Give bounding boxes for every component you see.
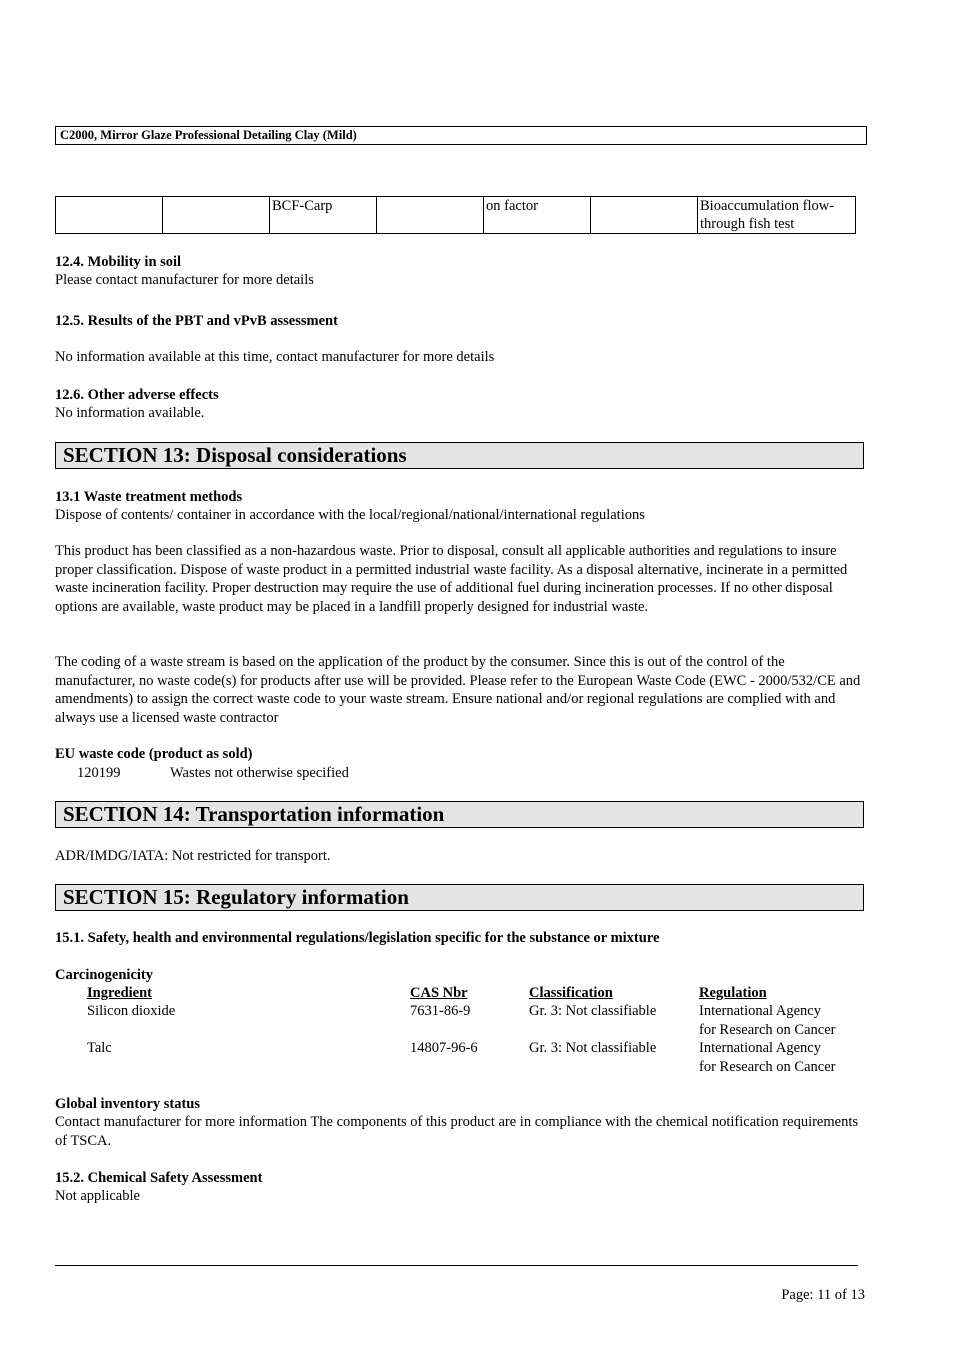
- column-header-ingredient: Ingredient: [87, 985, 152, 1001]
- text-13-1: Dispose of contents/ container in accordance with the local/regional/national/international regulations: [55, 507, 645, 523]
- product-title-header: C2000, Mirror Glaze Professional Detailing Clay (Mild): [55, 126, 867, 145]
- column-header-classification: Classification: [529, 985, 613, 1001]
- classification: Gr. 3: Not classifiable: [529, 1040, 657, 1056]
- table-cell: [56, 197, 163, 234]
- table-cell: BCF-Carp: [270, 197, 377, 234]
- eu-waste-code-value: 120199: [77, 765, 121, 781]
- text-12-6: No information available.: [55, 405, 205, 421]
- heading-12-5: 12.5. Results of the PBT and vPvB assessment: [55, 313, 338, 329]
- regulation-line-2: for Research on Cancer: [699, 1022, 836, 1038]
- heading-12-6: 12.6. Other adverse effects: [55, 387, 219, 403]
- cas-number: 7631-86-9: [410, 1003, 471, 1019]
- ingredient-name: Silicon dioxide: [87, 1003, 176, 1019]
- eu-waste-code-description: Wastes not otherwise specified: [170, 765, 349, 781]
- regulation-line-1: International Agency: [699, 1040, 821, 1056]
- ingredient-name: Talc: [87, 1040, 112, 1056]
- regulation-line-2: for Research on Cancer: [699, 1059, 836, 1075]
- carcinogenicity-heading: Carcinogenicity: [55, 967, 153, 983]
- table-cell: on factor: [484, 197, 591, 234]
- heading-12-4: 12.4. Mobility in soil: [55, 254, 182, 270]
- global-inventory-text: Contact manufacturer for more information The components of this product are in compliance with the chemical notification requirements of TSCA.: [55, 1114, 859, 1149]
- table-row: [56, 197, 856, 234]
- section-14-title: SECTION 14: Transportation information: [55, 801, 864, 828]
- regulation-line-1: International Agency: [699, 1003, 821, 1019]
- cas-number: 14807-96-6: [410, 1040, 478, 1056]
- paragraph-waste-coding: The coding of a waste stream is based on the application of the product by the consumer. Since this is out of the control of the manufacturer, no waste code(s) for products after use will be provided. Please refer to the European Waste Code (EWC - 2000/532/CE and amendments) to assign the correct waste code to your waste stream. Ensure national and/or regional regulations are complied with and always use a licensed waste contractor: [55, 654, 861, 726]
- classification: Gr. 3: Not classifiable: [529, 1003, 657, 1019]
- column-header-cas: CAS Nbr: [410, 985, 468, 1001]
- text-12-4: Please contact manufacturer for more details: [55, 272, 314, 288]
- heading-15-2: 15.2. Chemical Safety Assessment: [55, 1170, 263, 1186]
- section-15-title: SECTION 15: Regulatory information: [55, 884, 864, 911]
- table-cell: [163, 197, 270, 234]
- eu-waste-code-heading: EU waste code (product as sold): [55, 746, 253, 762]
- table-cell: [377, 197, 484, 234]
- bioaccumulation-table: [55, 196, 856, 234]
- footer-divider: [55, 1265, 858, 1266]
- text-15-2: Not applicable: [55, 1188, 140, 1204]
- heading-13-1: 13.1 Waste treatment methods: [55, 489, 243, 505]
- column-header-regulation: Regulation: [699, 985, 767, 1001]
- global-inventory-heading: Global inventory status: [55, 1096, 201, 1112]
- table-cell: [591, 197, 698, 234]
- text-12-5: No information available at this time, contact manufacturer for more details: [55, 349, 495, 365]
- section-13-title: SECTION 13: Disposal considerations: [55, 442, 864, 469]
- transport-text: ADR/IMDG/IATA: Not restricted for transport.: [55, 848, 331, 864]
- heading-15-1: 15.1. Safety, health and environmental regulations/legislation specific for the substance or mixture: [55, 930, 660, 946]
- table-cell: Bioaccumulation flow-through fish test: [698, 197, 856, 234]
- paragraph-disposal: This product has been classified as a non-hazardous waste. Prior to disposal, consult all applicable authorities and regulations to insure proper classification. Dispose of waste product in a permitted industrial waste facility. As a disposal alternative, incinerate in a permitted waste incineration facility. Proper destruction may require the use of additional fuel during incineration processes. If no other disposal options are available, waste product may be placed in a landfill properly designed for industrial waste.: [55, 543, 848, 615]
- page-number: Page: 11 of 13: [781, 1287, 865, 1303]
